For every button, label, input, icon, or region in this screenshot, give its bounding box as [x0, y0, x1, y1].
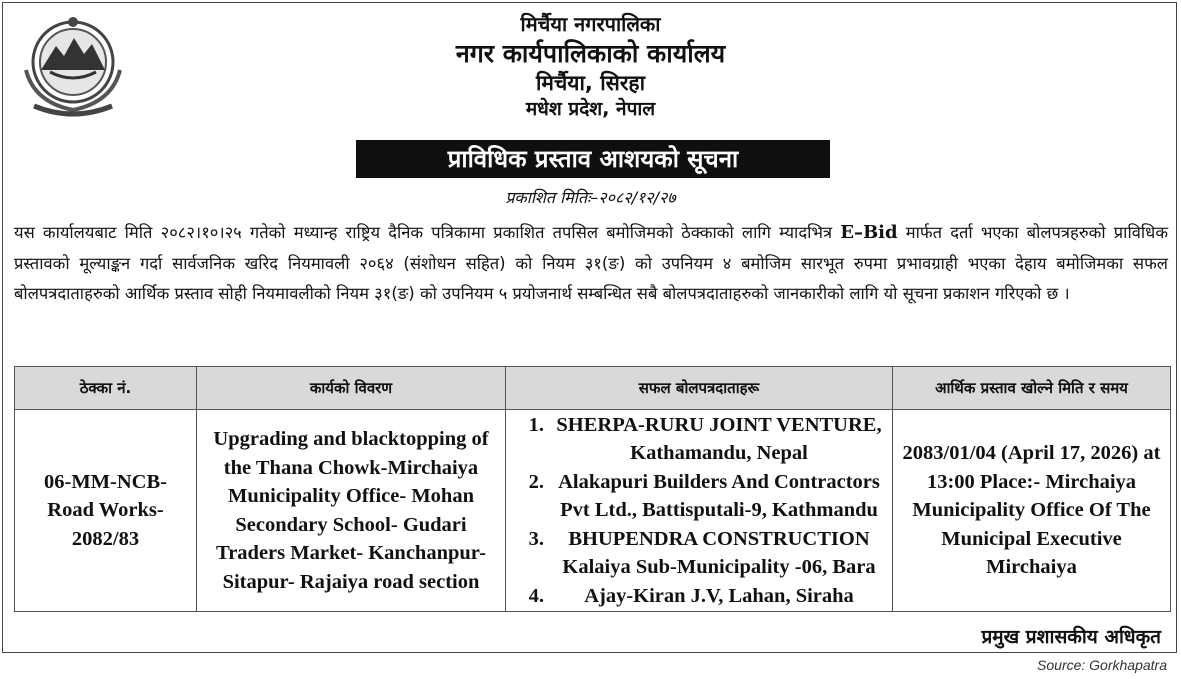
source-credit: Source: Gorkhapatra — [1037, 657, 1167, 673]
tender-table — [14, 366, 1171, 612]
notice-body — [14, 218, 1168, 310]
province-country: मधेश प्रदेश, नेपाल — [525, 98, 656, 120]
opening-date-time: 2083/01/04 (April 17, 2026) at 13:00 Place:- Mirchaiya Municipality Office Of The Municipal Executive Mirchaiya — [893, 410, 1171, 612]
header-opening: आर्थिक प्रस्ताव खोल्ने मिति र समय — [893, 367, 1171, 410]
table-header-row — [15, 367, 1171, 410]
ebid-label: E–Bid — [840, 222, 898, 243]
signoff-title: प्रमुख प्रशासकीय अधिकृत — [981, 626, 1161, 648]
bidder-item — [512, 411, 886, 468]
bidder-number: 3. — [528, 527, 544, 550]
bidder-item — [512, 582, 886, 611]
header-bidders: सफल बोलपत्रदाताहरू — [506, 367, 893, 410]
bidder-name: Alakapuri Builders And Contractors Pvt Ltd., Battisputali-9, Kathmandu — [558, 470, 880, 522]
body-text-start: यस कार्यालयबाट मिति २०८२।१०।२५ गतेको मध्यान्ह राष्ट्रिय दैनिक पत्रिकामा प्रकाशित तपसिल बमोजिमको ठेक्काको लागि म्यादभित्र — [14, 223, 841, 242]
office-name: नगर कार्यपालिकाको कार्यालय — [455, 39, 726, 68]
municipality-name: मिर्चैया नगरपालिका — [520, 12, 661, 36]
office-header — [0, 14, 1181, 119]
header-contract-no: ठेक्का नं. — [15, 367, 197, 410]
table-row — [15, 410, 1171, 612]
bidder-number: 2. — [528, 470, 544, 493]
office-location: मिर्चैया, सिरहा — [535, 71, 646, 95]
bidder-item — [512, 525, 886, 582]
header-description: कार्यको विवरण — [197, 367, 506, 410]
notice-title: प्राविधिक प्रस्ताव आशयको सूचना — [356, 140, 830, 178]
bidder-name: Ajay-Kiran J.V, Lahan, Siraha — [584, 584, 854, 607]
bidder-number: 1. — [528, 413, 544, 436]
published-date: प्रकाशित मितिः–२०८२/१२/२७ — [505, 188, 676, 207]
work-description: Upgrading and blacktopping of the Thana Chowk-Mirchaiya Municipality Office- Mohan Secondary School- Gudari Traders Market- Kanchanpur- Sitapur- Rajaiya road section — [197, 410, 506, 612]
bidder-item — [512, 468, 886, 525]
contract-number: 06-MM-NCB-Road Works-2082/83 — [15, 410, 197, 612]
bidder-number: 4. — [528, 584, 544, 607]
bidder-name: BHUPENDRA CONSTRUCTION Kalaiya Sub-Municipality -06, Bara — [562, 527, 876, 579]
bidders-cell — [506, 410, 893, 612]
bidder-name: SHERPA-RURU JOINT VENTURE, Kathamandu, Nepal — [556, 413, 882, 465]
body-text-end: मार्फत दर्ता भएका बोलपत्रहरुको प्राविधिक प्रस्तावको मूल्याङ्कन गर्दा सार्वजनिक खरिद नियमावली २०६४ (संशोधन सहित) को नियम ३१(ङ) को उपनियम ४ बमोजिम सारभूत रुपमा प्रभावग्राही भएका देहाय बमोजिमका सफल बोलपत्रदाताहरुको आर्थिक प्रस्ताव सोही नियमावलीको नियम ३१(ङ) को उपनियम ५ प्रयोजनार्थ सम्बन्धित सबै बोलपत्रदाताहरुको जानकारीको लागि यो सूचना प्रकाशन गरिएको छ । — [14, 223, 1168, 303]
